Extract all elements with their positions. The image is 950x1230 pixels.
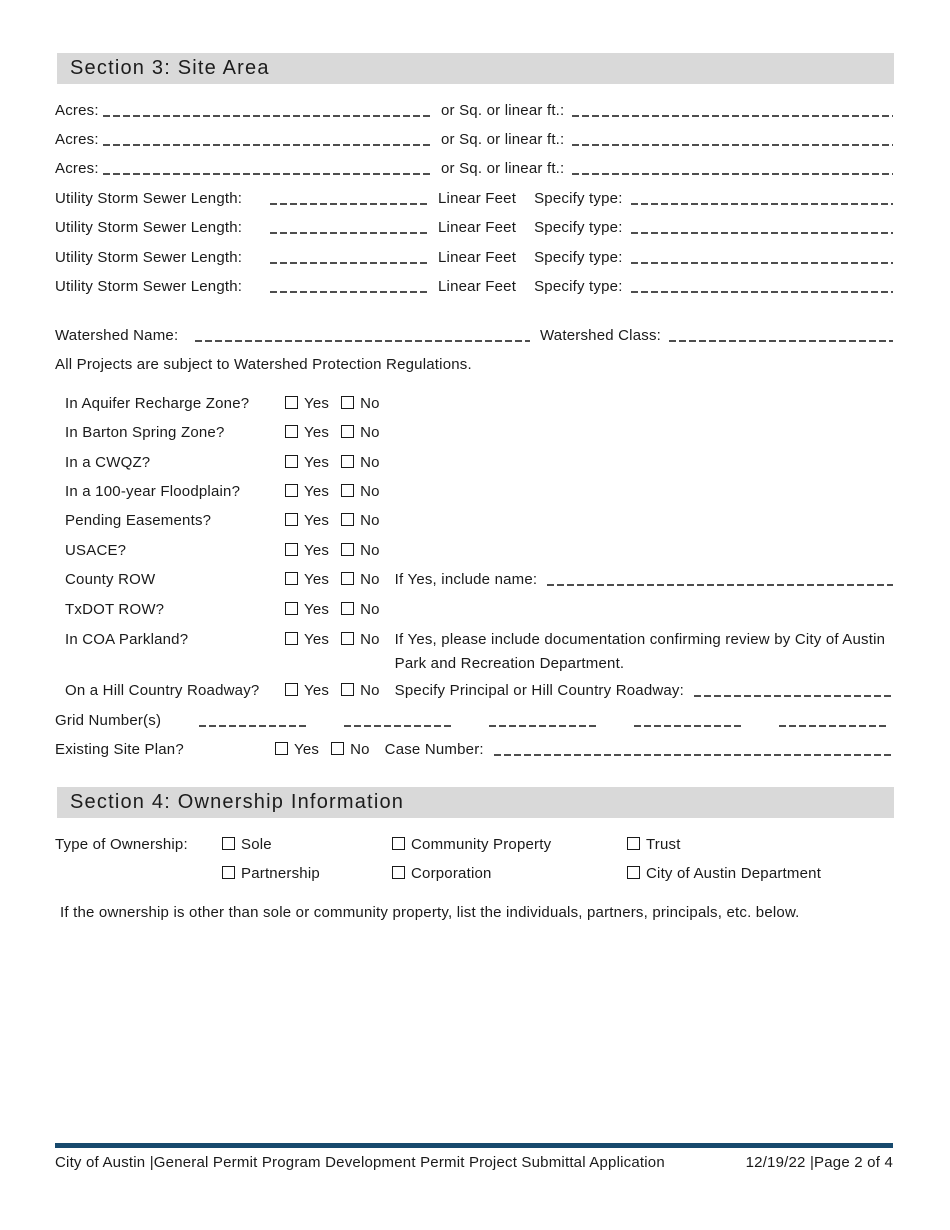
- acres-label: Acres:: [55, 102, 99, 119]
- yes-label: Yes: [294, 741, 320, 758]
- linear-feet-label: Linear Feet: [438, 219, 517, 236]
- grid-number-label: Grid Number(s): [55, 712, 162, 729]
- specify-type-input-3[interactable]: [631, 247, 893, 262]
- roadway-input[interactable]: [694, 680, 893, 695]
- question-label: In a CWQZ?: [65, 454, 151, 471]
- acres-label: Acres:: [55, 160, 99, 177]
- grid-number-input-1[interactable]: [199, 710, 306, 725]
- ownership-row-2: [55, 863, 893, 885]
- corporation-checkbox[interactable]: [392, 866, 405, 879]
- no-checkbox[interactable]: [341, 632, 354, 645]
- utility-length-label: Utility Storm Sewer Length:: [55, 219, 243, 236]
- option-corporation: [392, 863, 627, 885]
- utility-row-2: [55, 217, 893, 239]
- no-label: No: [360, 601, 380, 618]
- no-checkbox[interactable]: [341, 602, 354, 615]
- specify-type-label: Specify type:: [534, 219, 623, 236]
- yes-label: Yes: [304, 424, 330, 441]
- case-number-label: Case Number:: [384, 741, 484, 758]
- sq-linear-input-3[interactable]: [572, 158, 893, 173]
- section3-title: Section 3: Site Area: [70, 57, 270, 79]
- acres-input-3[interactable]: [103, 158, 433, 173]
- utility-length-input-4[interactable]: [270, 276, 430, 291]
- watershed-class-input[interactable]: [669, 325, 893, 340]
- watershed-note: All Projects are subject to Watershed Protection Regulations.: [55, 356, 472, 373]
- yes-label: Yes: [304, 542, 330, 559]
- acres-input-1[interactable]: [103, 100, 433, 115]
- case-number-input[interactable]: [494, 739, 893, 754]
- partnership-label: Partnership: [241, 865, 320, 882]
- sq-linear-label: or Sq. or linear ft.:: [441, 131, 565, 148]
- utility-length-label: Utility Storm Sewer Length:: [55, 278, 243, 295]
- question-row-txdot: [65, 599, 893, 621]
- yes-checkbox[interactable]: [285, 572, 298, 585]
- option-sole: [222, 834, 392, 856]
- no-checkbox[interactable]: [341, 513, 354, 526]
- question-label: TxDOT ROW?: [65, 601, 165, 618]
- no-label: No: [360, 454, 380, 471]
- yes-checkbox[interactable]: [285, 396, 298, 409]
- yes-label: Yes: [304, 631, 330, 648]
- yes-checkbox[interactable]: [285, 513, 298, 526]
- option-city-of-austin-department: [627, 863, 893, 885]
- question-label: County ROW: [65, 571, 156, 588]
- no-label: No: [360, 424, 380, 441]
- sole-label: Sole: [241, 836, 272, 853]
- specify-type-input-1[interactable]: [631, 188, 893, 203]
- acres-label: Acres:: [55, 131, 99, 148]
- no-label: No: [360, 512, 380, 529]
- utility-row-3: [55, 247, 893, 269]
- no-checkbox[interactable]: [341, 396, 354, 409]
- question-label: In Barton Spring Zone?: [65, 424, 225, 441]
- trust-checkbox[interactable]: [627, 837, 640, 850]
- question-label: In a 100-year Floodplain?: [65, 483, 241, 500]
- specify-type-label: Specify type:: [534, 249, 623, 266]
- grid-number-row: [55, 710, 893, 732]
- watershed-name-label: Watershed Name:: [55, 327, 179, 344]
- yes-label: Yes: [304, 454, 330, 471]
- utility-length-label: Utility Storm Sewer Length:: [55, 249, 243, 266]
- type-of-ownership-label: Type of Ownership:: [55, 836, 188, 853]
- community-property-label: Community Property: [411, 836, 552, 853]
- question-row-hill-country: [65, 680, 893, 702]
- if-yes-name-label: If Yes, include name:: [394, 571, 538, 588]
- question-row-aquifer: [65, 393, 893, 415]
- no-checkbox[interactable]: [341, 455, 354, 468]
- yes-checkbox[interactable]: [285, 484, 298, 497]
- question-row-county-row: [65, 569, 893, 591]
- city-of-austin-department-checkbox[interactable]: [627, 866, 640, 879]
- acres-row-3: [55, 158, 893, 180]
- utility-length-label: Utility Storm Sewer Length:: [55, 190, 243, 207]
- no-label: No: [350, 741, 370, 758]
- utility-row-1: [55, 188, 893, 210]
- utility-length-input-1[interactable]: [270, 188, 430, 203]
- no-checkbox[interactable]: [341, 543, 354, 556]
- yes-label: Yes: [304, 682, 330, 699]
- yes-checkbox[interactable]: [285, 425, 298, 438]
- question-label: In COA Parkland?: [65, 631, 189, 648]
- grid-number-input-2[interactable]: [344, 710, 451, 725]
- watershed-name-input[interactable]: [195, 325, 530, 340]
- acres-input-2[interactable]: [103, 129, 433, 144]
- linear-feet-label: Linear Feet: [438, 249, 517, 266]
- corporation-label: Corporation: [411, 865, 492, 882]
- question-label: USACE?: [65, 542, 127, 559]
- linear-feet-label: Linear Feet: [438, 190, 517, 207]
- no-label: No: [360, 682, 380, 699]
- question-row-cwqz: [65, 452, 893, 474]
- specify-type-input-2[interactable]: [631, 217, 893, 232]
- specify-type-label: Specify type:: [534, 278, 623, 295]
- grid-number-input-5[interactable]: [779, 710, 886, 725]
- parkland-note: If Yes, please include documentation confirming review by City of Austin Park and Recreation Department.: [394, 631, 886, 672]
- sq-linear-input-2[interactable]: [572, 129, 893, 144]
- no-label: No: [360, 395, 380, 412]
- sq-linear-label: or Sq. or linear ft.:: [441, 160, 565, 177]
- yes-checkbox[interactable]: [285, 683, 298, 696]
- partnership-checkbox[interactable]: [222, 866, 235, 879]
- section4-title: Section 4: Ownership Information: [70, 791, 405, 813]
- county-row-name-input[interactable]: [547, 569, 893, 584]
- option-trust: [627, 834, 893, 856]
- existing-site-plan-label: Existing Site Plan?: [55, 741, 184, 758]
- community-property-checkbox[interactable]: [392, 837, 405, 850]
- trust-label: Trust: [646, 836, 681, 853]
- utility-length-input-2[interactable]: [270, 217, 430, 232]
- yes-checkbox[interactable]: [285, 632, 298, 645]
- question-label: Pending Easements?: [65, 512, 212, 529]
- specify-type-input-4[interactable]: [631, 276, 893, 291]
- yes-label: Yes: [304, 395, 330, 412]
- ownership-note-row: [60, 902, 893, 924]
- acres-row-1: [55, 100, 893, 122]
- option-partnership: [222, 863, 392, 885]
- question-label: On a Hill Country Roadway?: [65, 682, 260, 699]
- question-row-usace: [65, 540, 893, 562]
- no-checkbox[interactable]: [341, 572, 354, 585]
- grid-number-input-4[interactable]: [634, 710, 741, 725]
- no-label: No: [360, 631, 380, 648]
- yes-label: Yes: [304, 512, 330, 529]
- specify-roadway-label: Specify Principal or Hill Country Roadway:: [394, 682, 684, 699]
- utility-length-input-3[interactable]: [270, 247, 430, 262]
- footer-document-title: City of Austin |General Permit Program Development Permit Project Submittal Application: [55, 1154, 665, 1171]
- yes-label: Yes: [304, 601, 330, 618]
- yes-checkbox[interactable]: [285, 455, 298, 468]
- yes-label: Yes: [304, 483, 330, 500]
- yes-checkbox[interactable]: [275, 742, 288, 755]
- no-checkbox[interactable]: [341, 425, 354, 438]
- sole-checkbox[interactable]: [222, 837, 235, 850]
- sq-linear-input-1[interactable]: [572, 100, 893, 115]
- footer: [55, 1152, 893, 1174]
- question-row-floodplain: [65, 481, 893, 503]
- question-row-easements: [65, 510, 893, 532]
- watershed-row: [55, 325, 893, 347]
- utility-row-4: [55, 276, 893, 298]
- option-community-property: [392, 834, 627, 856]
- acres-row-2: [55, 129, 893, 151]
- watershed-note-row: [55, 354, 893, 376]
- no-checkbox[interactable]: [341, 683, 354, 696]
- section3-header: [57, 53, 894, 84]
- question-label: In Aquifer Recharge Zone?: [65, 395, 250, 412]
- question-row-coa-parkland: [65, 628, 893, 675]
- no-label: No: [360, 483, 380, 500]
- city-of-austin-department-label: City of Austin Department: [646, 865, 822, 882]
- footer-date-page: 12/19/22 |Page 2 of 4: [745, 1154, 893, 1171]
- ownership-row-1: [55, 834, 893, 856]
- sq-linear-label: or Sq. or linear ft.:: [441, 102, 565, 119]
- section4-header: [57, 787, 894, 818]
- existing-site-plan-row: [55, 739, 893, 761]
- footer-divider-bar: [55, 1143, 893, 1148]
- grid-number-input-3[interactable]: [489, 710, 596, 725]
- specify-type-label: Specify type:: [534, 190, 623, 207]
- yes-label: Yes: [304, 571, 330, 588]
- yes-checkbox[interactable]: [285, 602, 298, 615]
- no-checkbox[interactable]: [331, 742, 344, 755]
- no-label: No: [360, 542, 380, 559]
- no-label: No: [360, 571, 380, 588]
- watershed-class-label: Watershed Class:: [540, 327, 662, 344]
- linear-feet-label: Linear Feet: [438, 278, 517, 295]
- no-checkbox[interactable]: [341, 484, 354, 497]
- question-row-barton-spring: [65, 422, 893, 444]
- yes-checkbox[interactable]: [285, 543, 298, 556]
- ownership-note: If the ownership is other than sole or community property, list the individuals, partners, principals, etc. below.: [60, 904, 800, 921]
